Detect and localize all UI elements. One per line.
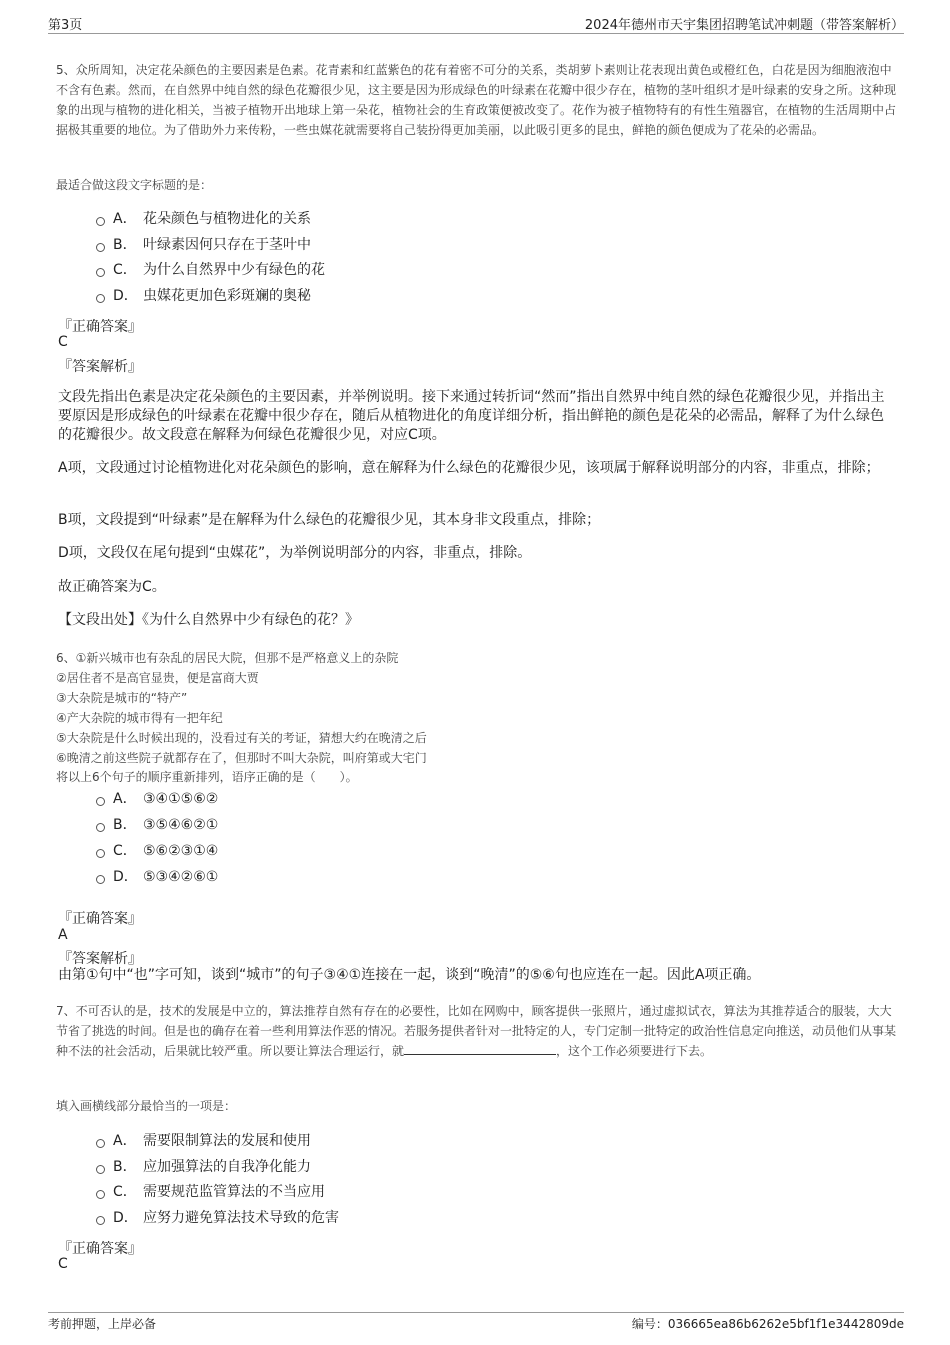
- fill-blank: [404, 1042, 556, 1055]
- q5-option-b[interactable]: [96, 235, 311, 255]
- q6-line: ④产大杂院的城市得有一把年纪: [56, 711, 223, 725]
- radio-icon[interactable]: [96, 1216, 105, 1225]
- q5-analysis-p2: A项，文段通过讨论植物进化对花朵颜色的影响，意在解释为什么绿色的花瓣很少见，该项属于解释说明部分的内容，非重点，排除；: [58, 460, 880, 476]
- document-title: 2024年德州市天宇集团招聘笔试冲刺题（带答案解析）: [584, 18, 904, 33]
- radio-icon[interactable]: [96, 875, 105, 884]
- radio-icon[interactable]: [96, 823, 105, 832]
- q7-option-c[interactable]: [96, 1182, 325, 1202]
- option-key: B．: [113, 1159, 137, 1175]
- q6-analysis-label: 『答案解析』: [58, 951, 142, 967]
- q6-answer-label: 『正确答案』: [58, 911, 142, 927]
- option-text: 需要限制算法的发展和使用: [143, 1133, 311, 1149]
- q5-option-a[interactable]: [96, 209, 311, 229]
- q6-line: ②居住者不是高官显贵，便是富商大贾: [56, 671, 259, 685]
- option-text: ⑤③④②⑥①: [143, 869, 219, 885]
- q6-line: 6、①新兴城市也有杂乱的居民大院，但那不是严格意义上的杂院: [56, 651, 399, 665]
- q6-option-c[interactable]: [96, 841, 218, 861]
- q5-source: 【文段出处】《为什么自然界中少有绿色的花？》: [58, 612, 359, 628]
- option-key: B．: [113, 817, 137, 833]
- footer-divider: [48, 1312, 904, 1313]
- document-code: 编号：036665ea86b6262e5bf1f1e3442809de: [631, 1317, 904, 1331]
- q6-option-d[interactable]: [96, 867, 218, 887]
- option-text: ③④①⑤⑥②: [143, 791, 219, 807]
- radio-icon[interactable]: [96, 849, 105, 858]
- option-text: 应努力避免算法技术导致的危害: [143, 1210, 339, 1226]
- option-key: C．: [113, 262, 137, 278]
- radio-icon[interactable]: [96, 797, 105, 806]
- option-text: 叶绿素因何只存在于茎叶中: [143, 237, 311, 253]
- q6-answer: A: [58, 927, 68, 943]
- q5-analysis-p5: 故正确答案为C。: [58, 579, 166, 595]
- q6-line: ③大杂院是城市的“特产”: [56, 691, 188, 705]
- q5-analysis-label: 『答案解析』: [58, 359, 142, 375]
- radio-icon[interactable]: [96, 1139, 105, 1148]
- radio-icon[interactable]: [96, 1165, 105, 1174]
- q6-option-b[interactable]: [96, 815, 218, 835]
- option-key: D．: [113, 1210, 138, 1226]
- q7-option-b[interactable]: [96, 1157, 311, 1177]
- q7-stem: [56, 1001, 901, 1061]
- option-text: 应加强算法的自我净化能力: [143, 1159, 311, 1175]
- q5-answer: C: [58, 334, 68, 350]
- q7-answer-label: 『正确答案』: [58, 1241, 142, 1257]
- radio-icon[interactable]: [96, 217, 105, 226]
- option-text: 虫媒花更加色彩斑斓的奥秘: [143, 288, 311, 304]
- q7-prompt: 填入画横线部分最恰当的一项是：: [56, 1099, 237, 1113]
- q5-prompt: 最适合做这段文字标题的是：: [56, 178, 213, 192]
- option-key: C．: [113, 1184, 137, 1200]
- option-key: A．: [113, 211, 137, 227]
- option-text: ③⑤④⑥②①: [143, 817, 219, 833]
- q6-analysis: 由第①句中“也”字可知，谈到“城市”的句子③④①连接在一起，谈到“晚清”的⑤⑥句也应连在一起。因此A项正确。: [58, 967, 761, 983]
- option-key: A．: [113, 1133, 137, 1149]
- radio-icon[interactable]: [96, 268, 105, 277]
- q5-stem: 5、众所周知，决定花朵颜色的主要因素是色素。花青素和红蓝紫色的花有着密不可分的关系，类胡萝卜素则让花表现出黄色或橙红色，白花是因为细胞液泡中不含有色素。然而，在自然界中纯自然的绿色花瓣很少见，这主要是因为形成绿色的叶绿素在花瓣中很少存在，植物的茎叶组织才是叶绿素的安身之所。这种现象的出现与植物的进化相关，当被子植物开出地球上第一朵花，植物社会的生育政策便被改变了。花作为被子植物特有的有性生殖器官，在植物的生活周期中占据极其重要的地位。为了借助外力来传粉，一些虫媒花就需要将自己装扮得更加美丽，以此吸引更多的昆虫，鲜艳的颜色便成为了花朵的必需品。: [56, 63, 897, 137]
- page-number: 第3页: [48, 18, 83, 33]
- option-key: D．: [113, 288, 138, 304]
- q6-prompt: 将以上6个句子的顺序重新排列，语序正确的是（ ）。: [56, 770, 358, 784]
- q6-option-a[interactable]: [96, 789, 218, 809]
- q5-analysis-p1: 文段先指出色素是决定花朵颜色的主要因素，并举例说明。接下来通过转折词“然而”指出自然界中纯自然的绿色花瓣很少见，并指出主要原因是形成绿色的叶绿素在花瓣中很少存在，随后从植物进化的角度详细分析，指出鲜艳的颜色是花朵的必需品，解释了为什么绿色的花瓣很少。故文段意在解释为何绿色花瓣很少见，对应C项。: [58, 389, 885, 443]
- q5-option-d[interactable]: [96, 286, 311, 306]
- option-key: B．: [113, 237, 137, 253]
- q7-option-d[interactable]: [96, 1208, 339, 1228]
- option-key: D．: [113, 869, 138, 885]
- footer-slogan: 考前押题，上岸必备: [48, 1317, 157, 1331]
- q7-stem-before: 7、不可否认的是，技术的发展是中立的，算法推荐自然有存在的必要性，比如在网购中，顾客提供一张照片，通过虚拟试衣，算法为其推荐适合的服装，大大节省了挑选的时间。但是也的确存在着一些利用算法作恶的情况。若服务提供者针对一批特定的人，专门定制一批特定的政治性信息定向推送，动员他们从事某种不法的社会活动，后果就比较严重。所以要让算法合理运行，就: [56, 1004, 897, 1058]
- page-header: [48, 14, 904, 34]
- q5-analysis-p4: D项，文段仅在尾句提到“虫媒花”，为举例说明部分的内容，非重点，排除。: [58, 545, 532, 561]
- radio-icon[interactable]: [96, 243, 105, 252]
- option-key: C．: [113, 843, 137, 859]
- radio-icon[interactable]: [96, 1190, 105, 1199]
- option-key: A．: [113, 791, 137, 807]
- option-text: 需要规范监管算法的不当应用: [143, 1184, 325, 1200]
- q6-line: ⑤大杂院是什么时候出现的，没看过有关的考证，猜想大约在晚清之后: [56, 731, 427, 745]
- radio-icon[interactable]: [96, 294, 105, 303]
- option-text: ⑤⑥②③①④: [143, 843, 219, 859]
- option-text: 为什么自然界中少有绿色的花: [143, 262, 325, 278]
- q6-line: ⑥晚清之前这些院子就都存在了，但那时不叫大杂院，叫府第或大宅门: [56, 751, 427, 765]
- q5-analysis-p3: B项，文段提到“叶绿素”是在解释为什么绿色的花瓣很少见，其本身非文段重点，排除；: [58, 512, 601, 528]
- q7-option-a[interactable]: [96, 1131, 311, 1151]
- option-text: 花朵颜色与植物进化的关系: [143, 211, 311, 227]
- header-divider: [48, 33, 904, 34]
- q7-stem-after: ，这个工作必须要进行下去。: [556, 1044, 713, 1058]
- q7-answer: C: [58, 1256, 68, 1272]
- q5-answer-label: 『正确答案』: [58, 319, 142, 335]
- q5-option-c[interactable]: [96, 260, 325, 280]
